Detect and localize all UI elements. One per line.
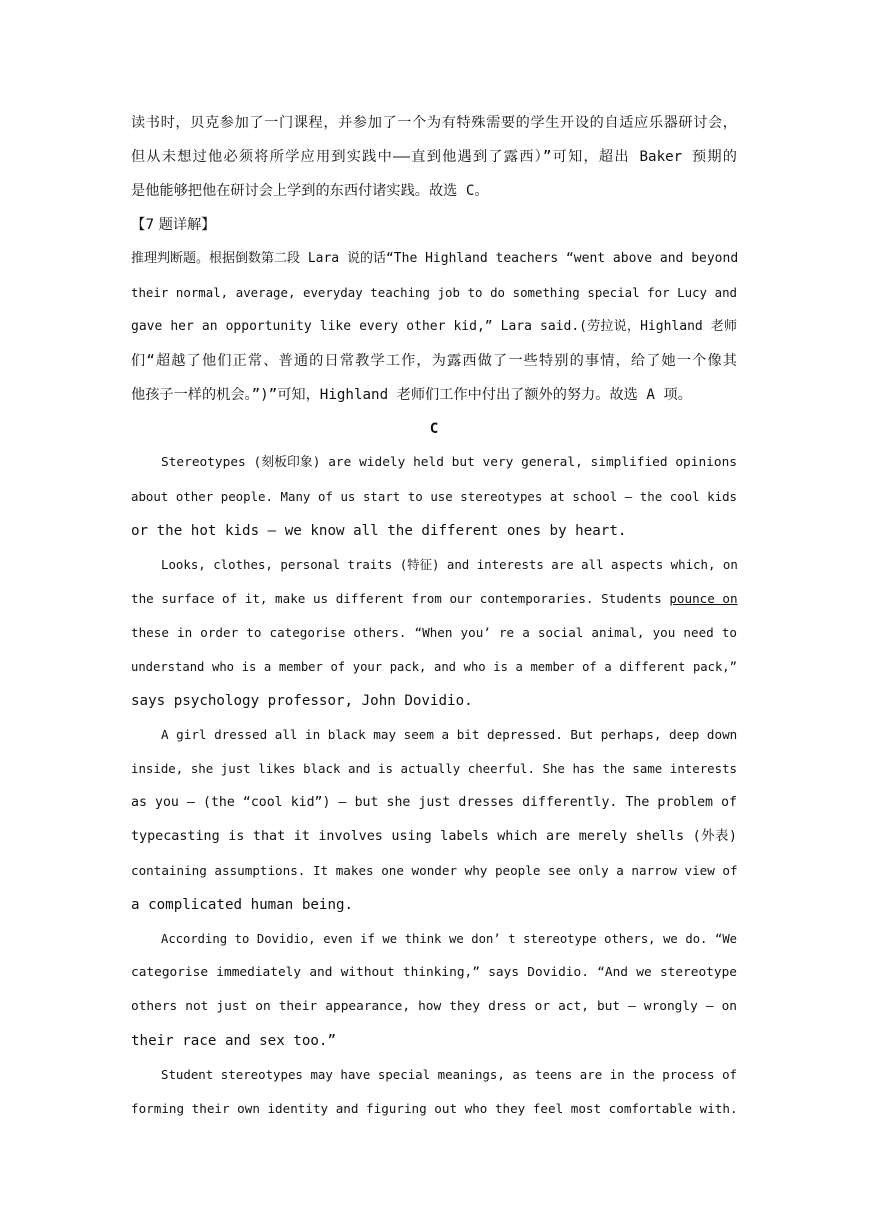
text-line: their race and sex too.”: [131, 1033, 336, 1049]
text-line: 推理判断题。根据倒数第二段 Lara 说的话“The Highland teachers “went above and beyond: [131, 251, 739, 266]
explanation-7: [131, 208, 737, 412]
text-line: 但从未想过他必须将所学应用到实践中——直到他遇到了露西）”可知，超出 Baker 预期的: [131, 149, 737, 165]
paragraph-2: [131, 548, 737, 718]
text-line: Student stereotypes may have special meanings, as teens are in the process of: [161, 1067, 737, 1082]
text-line: A girl dressed all in black may seem a bit depressed. But perhaps, deep down: [161, 727, 738, 742]
text-line: containing assumptions. It makes one wonder why people see only a narrow view of: [131, 863, 738, 878]
underlined-phrase: pounce on: [669, 591, 738, 606]
text-line: says psychology professor, John Dovidio.: [131, 693, 473, 709]
text-line: or the hot kids — we know all the different ones by heart.: [131, 523, 627, 539]
text-line: 们“超越了他们正常、普通的日常教学工作，为露西做了一些特别的事情，给了她一个像其: [131, 353, 737, 369]
section-heading: 【7 题详解】: [131, 217, 216, 233]
paragraph-5: [131, 1058, 737, 1126]
text-line: about other people. Many of us start to use stereotypes at school — the cool kids: [131, 489, 737, 504]
text-line: gave her an opportunity like every other kid,” Lara said.(劳拉说，Highland 老师: [131, 319, 737, 334]
explanation-6: [131, 106, 737, 208]
text-line: categorise immediately and without thinking,” says Dovidio. “And we stereotype: [131, 965, 737, 980]
text-line: these in order to categorise others. “When you’ re a social animal, you need to: [131, 625, 737, 640]
text-line: 是他能够把他在研讨会上学到的东西付诸实践。故选 C。: [131, 183, 489, 199]
text-line: 读书时，贝克参加了一门课程，并参加了一个为有特殊需要的学生开设的自适应乐器研讨会，: [131, 115, 737, 131]
text-line: their normal, average, everyday teaching job to do something special for Lucy and: [131, 285, 737, 300]
paragraph-4: [131, 922, 737, 1058]
text-line: According to Dovidio, even if we think we don’ t stereotype others, we do. “We: [161, 932, 737, 946]
text-segment: the surface of it, make us different from our contemporaries. Students: [131, 591, 670, 606]
passage-label: C: [429, 421, 439, 437]
text-line: Stereotypes (刻板印象) are widely held but very general, simplified opinions: [161, 455, 737, 470]
paragraph-1: [131, 446, 737, 548]
text-line: others not just on their appearance, how they dress or act, but — wrongly — on: [131, 999, 737, 1014]
document-page: [131, 106, 737, 1126]
text-line: [131, 582, 737, 616]
text-line: 他孩子一样的机会。”)”可知，Highland 老师们工作中付出了额外的努力。故选 A 项。: [131, 387, 692, 403]
paragraph-3: [131, 718, 737, 922]
text-line: typecasting is that it involves using labels which are merely shells (外表): [131, 829, 737, 844]
text-line: forming their own identity and figuring out who they feel most comfortable with.: [131, 1101, 738, 1116]
text-line: Looks, clothes, personal traits (特征) and interests are all aspects which, on: [161, 557, 738, 572]
text-line: inside, she just likes black and is actually cheerful. She has the same interests: [131, 761, 737, 776]
text-line: understand who is a member of your pack, and who is a member of a different pack,”: [131, 660, 737, 674]
text-line: a complicated human being.: [131, 897, 354, 913]
text-line: as you — (the “cool kid”) — but she just dresses differently. The problem of: [131, 795, 737, 810]
